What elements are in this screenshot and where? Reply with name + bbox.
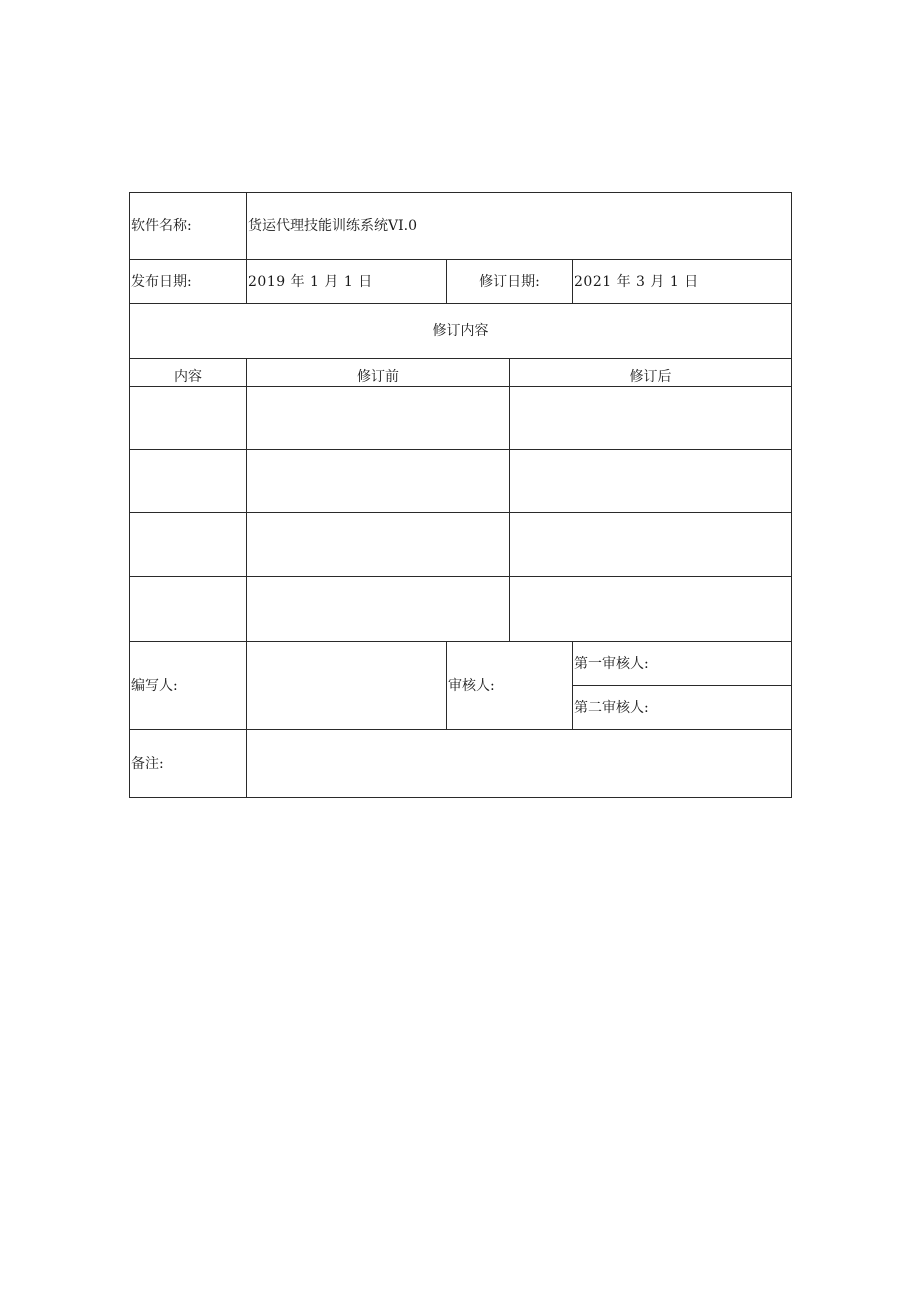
revision-content-cell bbox=[130, 450, 247, 513]
revision-after-cell bbox=[510, 577, 792, 642]
revision-before-cell bbox=[247, 387, 510, 450]
dates-row bbox=[130, 260, 792, 304]
table-row bbox=[130, 577, 792, 642]
revision-content-cell bbox=[130, 387, 247, 450]
software-name-row bbox=[130, 193, 792, 260]
column-header-content: 内容 bbox=[130, 359, 247, 387]
revision-before-cell bbox=[247, 450, 510, 513]
table-row bbox=[130, 387, 792, 450]
second-reviewer-label: 第二审核人: bbox=[573, 686, 792, 730]
reviewer-label: 审核人: bbox=[447, 642, 573, 730]
revision-before-cell bbox=[247, 577, 510, 642]
revision-content-cell bbox=[130, 577, 247, 642]
software-revision-form bbox=[129, 192, 792, 798]
writer-value bbox=[247, 642, 447, 730]
revision-header-row bbox=[130, 359, 792, 387]
revision-after-cell bbox=[510, 450, 792, 513]
software-name-label: 软件名称: bbox=[130, 193, 247, 260]
release-date-value: 2019 年 1 月 1 日 bbox=[247, 260, 447, 304]
revision-content-cell bbox=[130, 513, 247, 577]
remarks-value bbox=[247, 730, 792, 798]
remarks-row bbox=[130, 730, 792, 798]
revision-date-value: 2021 年 3 月 1 日 bbox=[573, 260, 792, 304]
release-date-label: 发布日期: bbox=[130, 260, 247, 304]
revision-before-cell bbox=[247, 513, 510, 577]
software-name-value: 货运代理技能训练系统VI.0 bbox=[247, 193, 792, 260]
table-row bbox=[130, 513, 792, 577]
writer-label: 编写人: bbox=[130, 642, 247, 730]
signoff-row-first bbox=[130, 642, 792, 686]
column-header-after: 修订后 bbox=[510, 359, 792, 387]
table-row bbox=[130, 450, 792, 513]
remarks-label: 备注: bbox=[130, 730, 247, 798]
revision-section-title: 修订内容 bbox=[130, 304, 792, 359]
first-reviewer-label: 第一审核人: bbox=[573, 642, 792, 686]
revision-after-cell bbox=[510, 387, 792, 450]
revision-date-label: 修订日期: bbox=[447, 260, 573, 304]
column-header-before: 修订前 bbox=[247, 359, 510, 387]
revision-section-row bbox=[130, 304, 792, 359]
revision-after-cell bbox=[510, 513, 792, 577]
